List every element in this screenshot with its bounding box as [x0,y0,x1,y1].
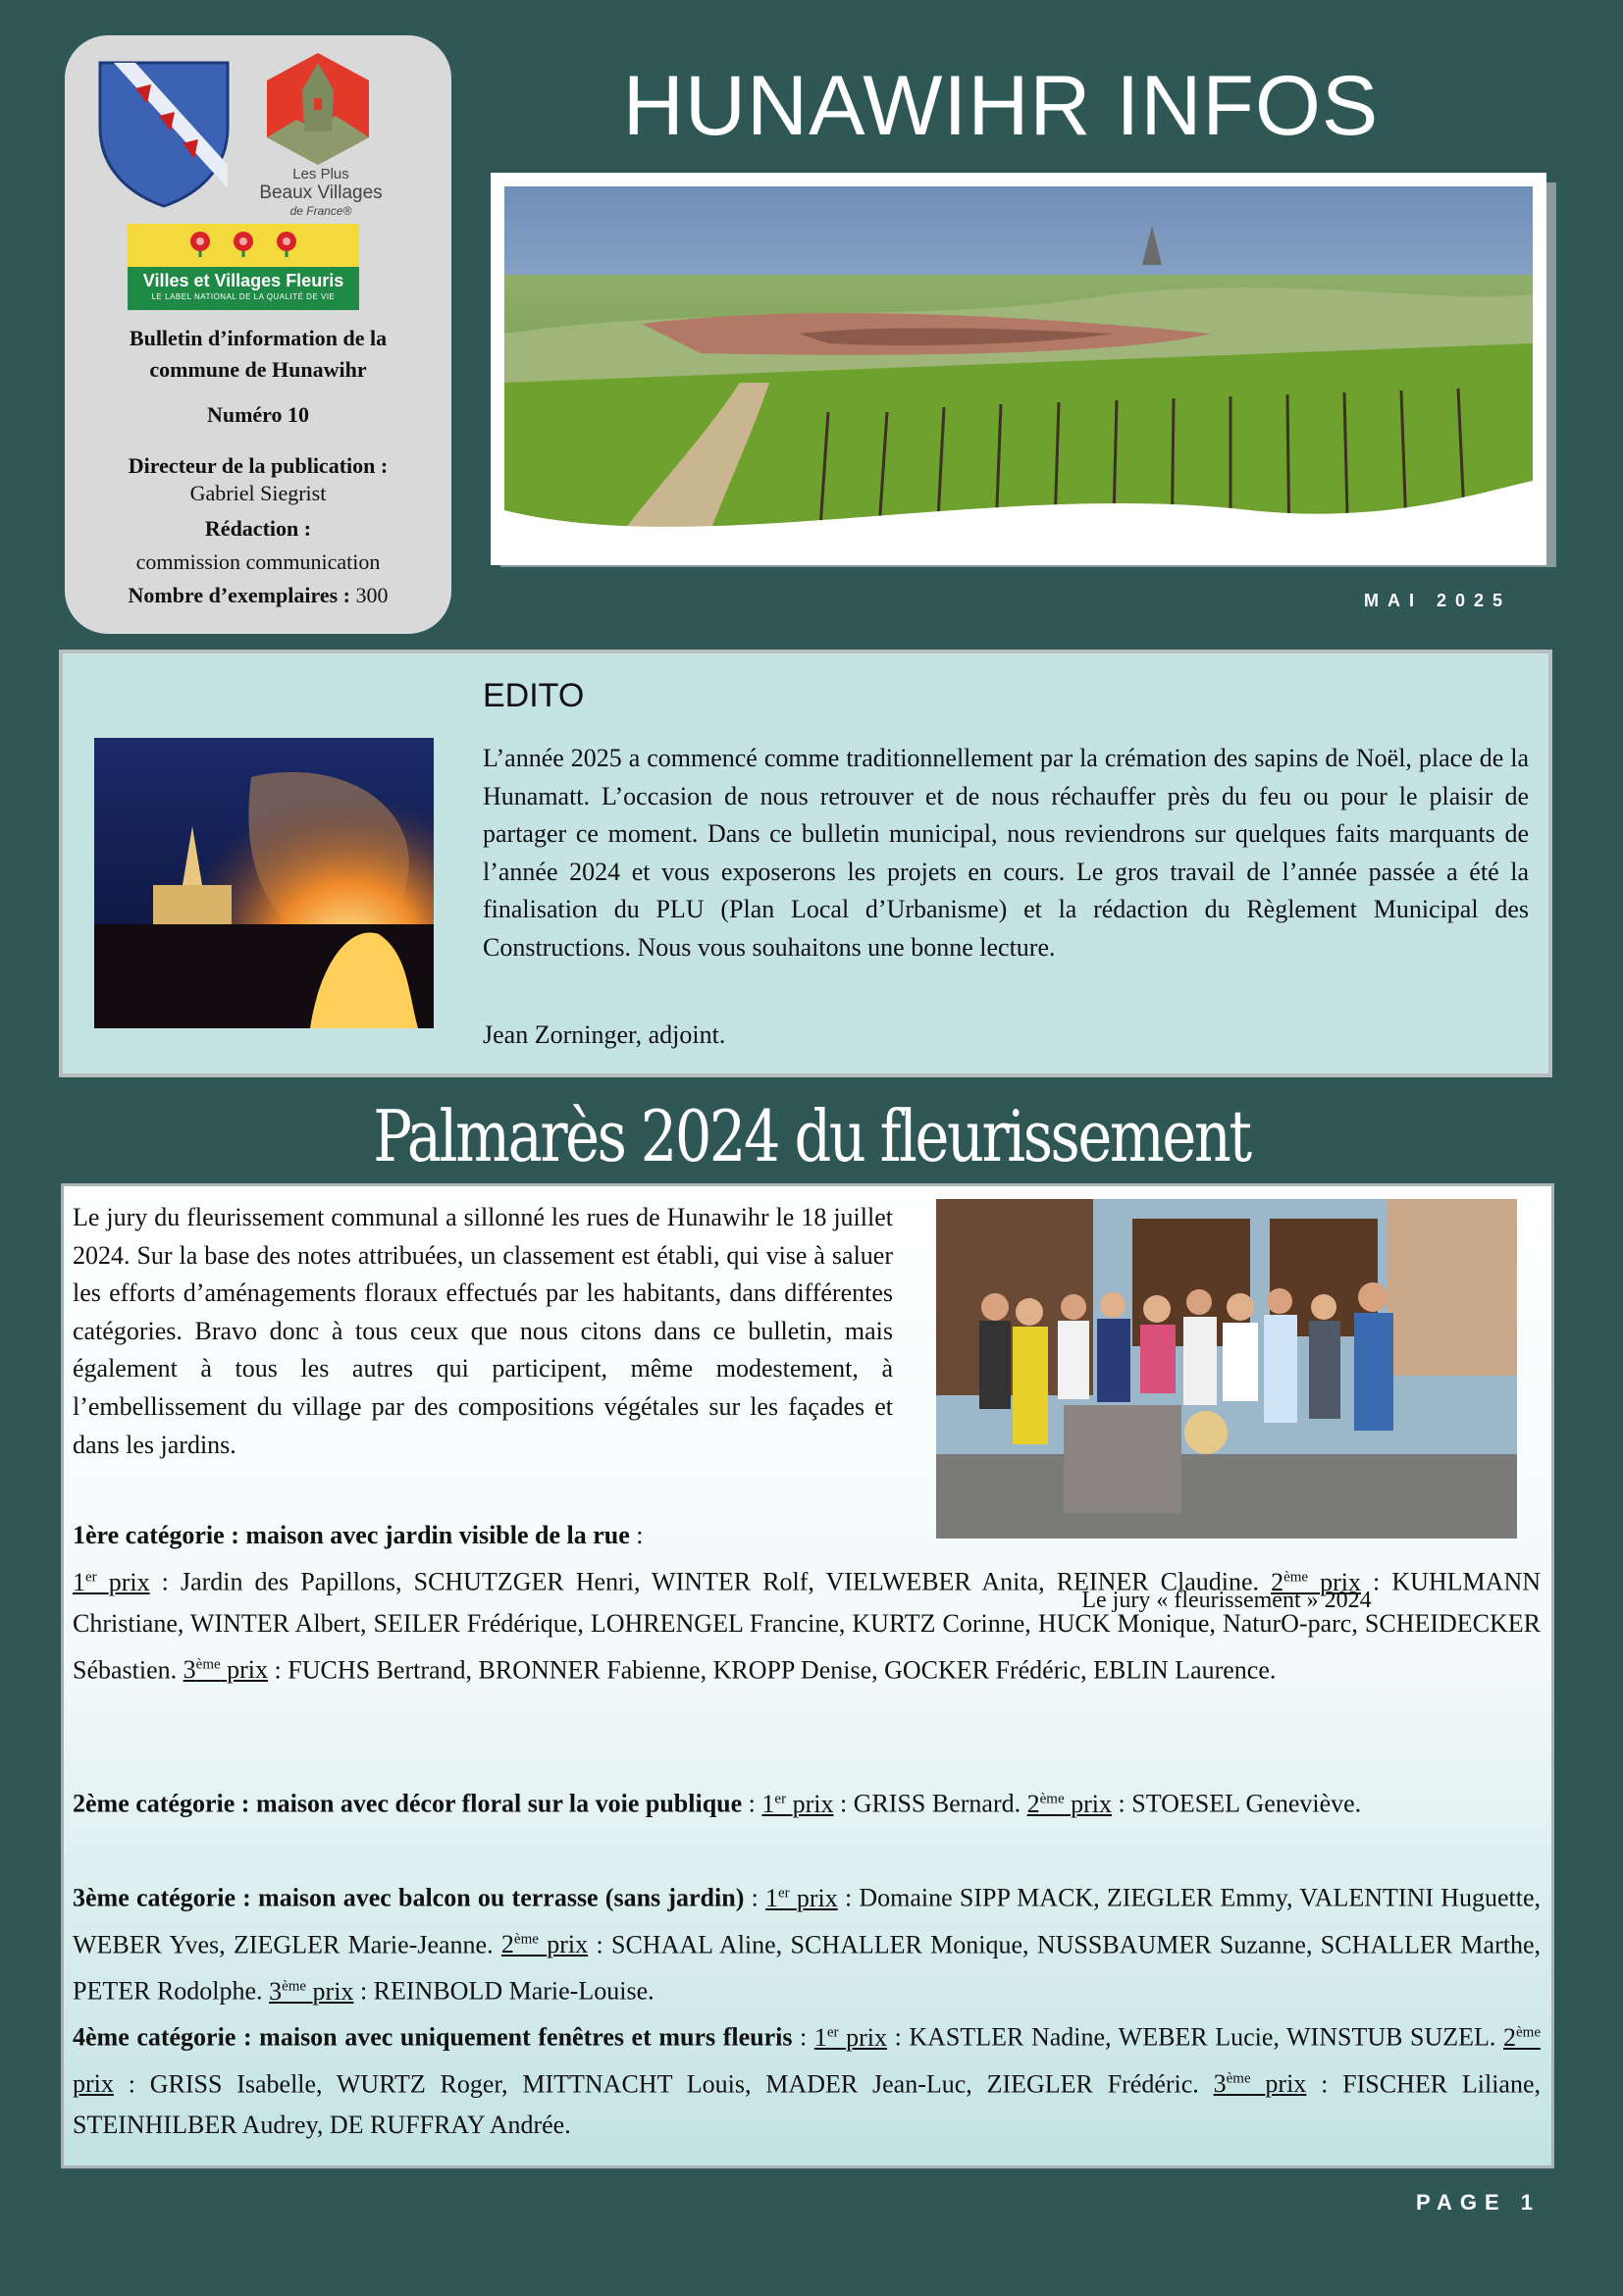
edito-text: L’année 2025 a commencé comme traditionnellement par la crémation des sapins de Noël, place de la Hunamatt. L’occasion de nous retrouver et de nous réchauffer près du feu ou pour le plaisir de partager ce moment. Dans ce bulletin municipal, nous reviendrons sur quelques faits marquants de l’année 2024 et vous exposerons les projets en cours. Le gros travail de l’année passée a été la finalisation du PLU (Plan Local d’Urbanisme) et la rédaction du Règlement Municipal des Constructions. Nous vous souhaitons une bonne lecture. [483,744,1529,962]
flower-icon [185,228,215,257]
newsletter-title: HUNAWIHR INFOS [622,59,1380,153]
category-3: 3ème catégorie : maison avec balcon ou terrasse (sans jardin) : 1er prix : Domaine SIPP MACK, ZIEGLER Emmy, VALENTINI Huguette, WEBER Yves, ZIEGLER Marie-Jeanne. 2ème prix : SCHAAL Aline, SCHALLER Monique, NUSSBAUMER Suzanne, SCHALLER Marthe, PETER Rodolphe. 3ème prix : REINBOLD Marie-Louise. [73,1883,1542,2006]
category-1-second: KUHLMANN Christiane, WINTER Albert, SEILER Frédérique, LOHRENGEL Francine, KURTZ Corinne, HUCK Monique, NaturO-parc, SCHEIDECKER Sébastien. [73,1567,1542,1685]
copies-value: 300 [355,583,389,607]
issue-date: MAI 2025 [1363,591,1511,610]
category-3-third: REINBOLD Marie-Louise. [373,1976,654,2006]
category-2-second: STOESEL Geneviève. [1131,1789,1362,1818]
second-prize-label: 2ème prix [500,1930,589,1959]
category-3-second: SCHAAL Aline, SCHALLER Monique, NUSSBAUMER Suzanne, SCHALLER Marthe, PETER Rodolphe. [73,1930,1542,2006]
category-4-heading: 4ème catégorie : maison avec uniquement fenêtres et murs fleuris [73,2022,793,2052]
category-4: 4ème catégorie : maison avec uniquement fenêtres et murs fleuris : 1er prix : KASTLER Nadine, WEBER Lucie, WINSTUB SUZEL. 2ème prix : GRISS Isabelle, WURTZ Roger, MITTNACHT Louis, MADER Jean-Luc, ZIEGLER Frédéric. 3ème prix : FISCHER Liliane, STEINHILBER Audrey, DE RUFFRAY Andrée. [73,2022,1541,2140]
plus-beaux-villages-logo [257,51,379,167]
vvf-title: Villes et Villages Fleuris [142,271,344,290]
category-2: 2ème catégorie : maison avec décor floral sur la voie publique : 1er prix : GRISS Bernard. 2ème prix : STOESEL Geneviève. [73,1789,1362,1818]
edito-title: EDITO [483,677,585,714]
first-prize-label: 1er prix [765,1883,838,1912]
first-prize-label: 1er prix [73,1567,150,1596]
category-3-heading: 3ème catégorie : maison avec balcon ou terrasse (sans jardin) [73,1883,745,1912]
first-prize-label: 1er prix [813,2022,887,2052]
category-4-first: KASTLER Nadine, WEBER Lucie, WINSTUB SUZEL. [909,2022,1496,2052]
villes-villages-fleuris-logo [128,224,359,310]
director-label: Directeur de la publication : [128,453,389,478]
vvf-flowers [128,228,359,265]
category-2-first: GRISS Bernard. [853,1789,1021,1818]
first-prize-label: 1er prix [761,1789,834,1818]
second-prize-label: 2ème prix [1271,1567,1361,1596]
palmares-title: Palmarès 2024 du fleurissement [373,1095,1250,1177]
category-2-heading: 2ème catégorie : maison avec décor floral sur la voie publique [73,1789,743,1818]
edito-signature: Jean Zorninger, adjoint. [483,1020,726,1049]
flower-icon [272,228,301,257]
redaction-name: commission communication [135,549,381,574]
copies-line [65,581,451,610]
second-prize-label: 2ème prix [73,2022,1541,2099]
vvf-band [128,267,359,310]
category-1-prizes: 1er prix : Jardin des Papillons, SCHUTZGER Henri, WINTER Rolf, VIELWEBER Anita, REINER Claudine. 2ème prix : KUHLMANN Christiane, WINTER Albert, SEILER Frédérique, LOHRENGEL Francine, KURTZ Corinne, HUCK Monique, NaturO-parc, SCHEIDECKER Sébastien. 3ème prix : FUCHS Bertrand, BRONNER Fabienne, KROPP Denise, GOCKER Frédéric, EBLIN Laurence. [73,1567,1542,1685]
jury-group-photo [936,1199,1517,1539]
third-prize-label: 3ème prix [183,1655,269,1685]
village-vineyard-photo [504,186,1533,557]
category-1-heading: 1ère catégorie : maison avec jardin visible de la rue [73,1521,630,1549]
category-4-third: FISCHER Liliane, STEINHILBER Audrey, DE RUFFRAY Andrée. [73,2069,1541,2140]
bulletin-line-1: Bulletin d’information de la [129,326,388,350]
hunawihr-coat-of-arms [96,59,232,208]
bonfire-photo [94,738,434,1028]
redaction-label: Rédaction : [204,516,312,541]
third-prize-label: 3ème prix [269,1976,354,2006]
bulletin-line-2: commune de Hunawihr [149,357,367,382]
third-prize-label: 3ème prix [1213,2069,1307,2099]
director-name: Gabriel Siegrist [189,481,327,505]
category-1-third: FUCHS Bertrand, BRONNER Fabienne, KROPP Denise, GOCKER Frédéric, EBLIN Laurence. [288,1655,1277,1685]
plus-beaux-villages-text: Les Plus Beaux Villages de France® [259,166,383,218]
jury-photo-caption: Le jury « fleurissement » 2024 [1081,1588,1372,1613]
category-1-heading-line: 1ère catégorie : maison avec jardin visible de la rue : [73,1521,644,1549]
category-3-first: Domaine SIPP MACK, ZIEGLER Emmy, VALENTINI Huguette, WEBER Yves, ZIEGLER Marie-Jeanne. [73,1883,1541,1959]
copies-label: Nombre d’exemplaires : [128,583,350,607]
category-4-second: GRISS Isabelle, WURTZ Roger, MITTNACHT Louis, MADER Jean-Luc, ZIEGLER Frédéric. [149,2069,1199,2099]
issue-number: Numéro 10 [206,402,310,427]
palmares-intro: Le jury du fleurissement communal a sillonné les rues de Hunawihr le 18 juillet 2024. Sur la base des notes attribuées, un classement est établi, qui vise à saluer les efforts d’aménagements floraux effectués par les habitants, dans différentes catégories. Bravo donc à tous ceux que nous citons dans ce bulletin, mais également à tous les autres qui participent, même modestement, à l’embellissement du village par des compositions végétales sur les façades et dans les jardins. [73,1203,893,1459]
second-prize-label: 2ème prix [1026,1789,1112,1818]
page-number: PAGE 1 [1415,2190,1541,2215]
vvf-subtitle: LE LABEL NATIONAL DE LA QUALITÉ DE VIE [151,292,336,301]
flower-icon [229,228,258,257]
category-1-first: Jardin des Papillons, SCHUTZGER Henri, WINTER Rolf, VIELWEBER Anita, REINER Claudine. [180,1567,1259,1596]
